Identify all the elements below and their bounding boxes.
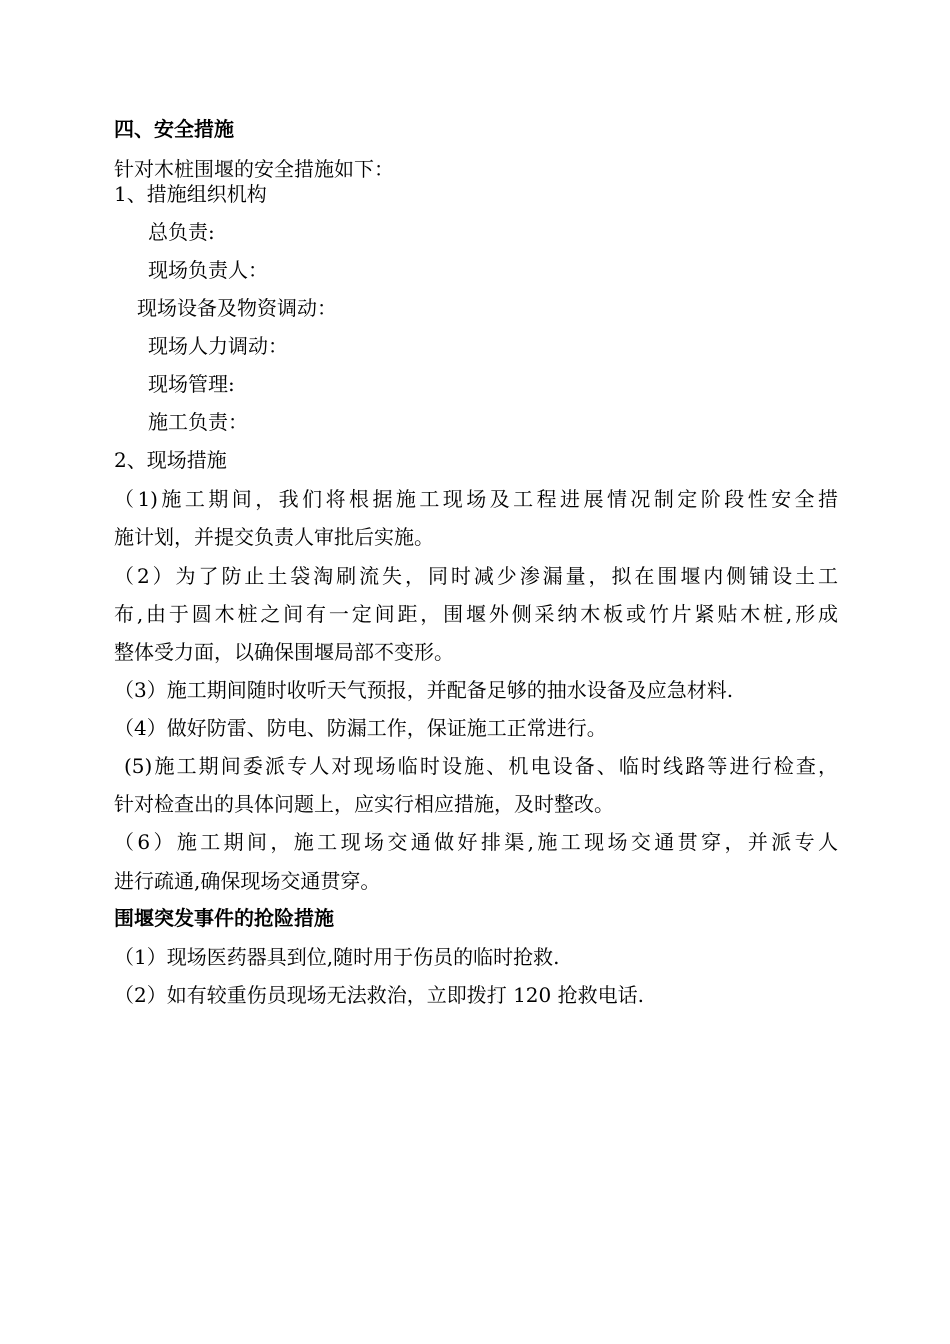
site-item-5-line-2: 针对检查出的具体问题上，应实行相应措施，及时整改。 (114, 792, 614, 816)
role-site-management: 现场管理: (148, 372, 235, 396)
role-labor-dispatch: 现场人力调动： (148, 334, 288, 358)
emergency-title: 围堰突发事件的抢险措施 (114, 906, 334, 930)
org-title: 1、措施组织机构 (114, 182, 267, 206)
site-item-5-line-1: (5)施工期间委派专人对现场临时设施、机电设备、临时线路等进行检查， (124, 754, 838, 778)
site-item-1-line-1: （1)施工期间，我们将根据施工现场及工程进展情况制定阶段性安全措 (114, 487, 838, 511)
role-general-lead: 总负责: (148, 220, 215, 244)
intro-text: 针对木桩围堰的安全措施如下： (114, 157, 394, 181)
site-item-1-line-2: 施计划，并提交负责人审批后实施。 (114, 525, 434, 549)
site-item-3-line-1: （3）施工期间随时收听天气预报，并配备足够的抽水设备及应急材料. (114, 678, 734, 702)
site-item-6-line-2: 进行疏通,确保现场交通贯穿。 (114, 869, 381, 893)
role-site-lead: 现场负责人： (148, 258, 268, 282)
section-heading: 四、安全措施 (114, 117, 234, 141)
emergency-item-1: （1）现场医药器具到位,随时用于伤员的临时抢救. (114, 945, 560, 969)
site-measures-title: 2、现场措施 (114, 448, 227, 472)
role-construction-lead: 施工负责： (148, 410, 248, 434)
site-item-6-line-1: （6）施工期间，施工现场交通做好排渠,施工现场交通贯穿，并派专人 (114, 830, 838, 854)
emergency-item-2: （2）如有较重伤员现场无法救治，立即拨打 120 抢救电话. (114, 983, 644, 1007)
site-item-2-line-1: （2）为了防止土袋淘刷流失，同时减少渗漏量，拟在围堰内侧铺设土工 (114, 564, 838, 588)
role-equipment-dispatch: 现场设备及物资调动： (137, 296, 337, 320)
site-item-2-line-3: 整体受力面，以确保围堰局部不变形。 (114, 640, 454, 664)
site-item-2-line-2: 布,由于圆木桩之间有一定间距，围堰外侧采纳木板或竹片紧贴木桩,形成 (114, 602, 838, 626)
site-item-4-line-1: （4）做好防雷、防电、防漏工作，保证施工正常进行。 (114, 716, 607, 740)
